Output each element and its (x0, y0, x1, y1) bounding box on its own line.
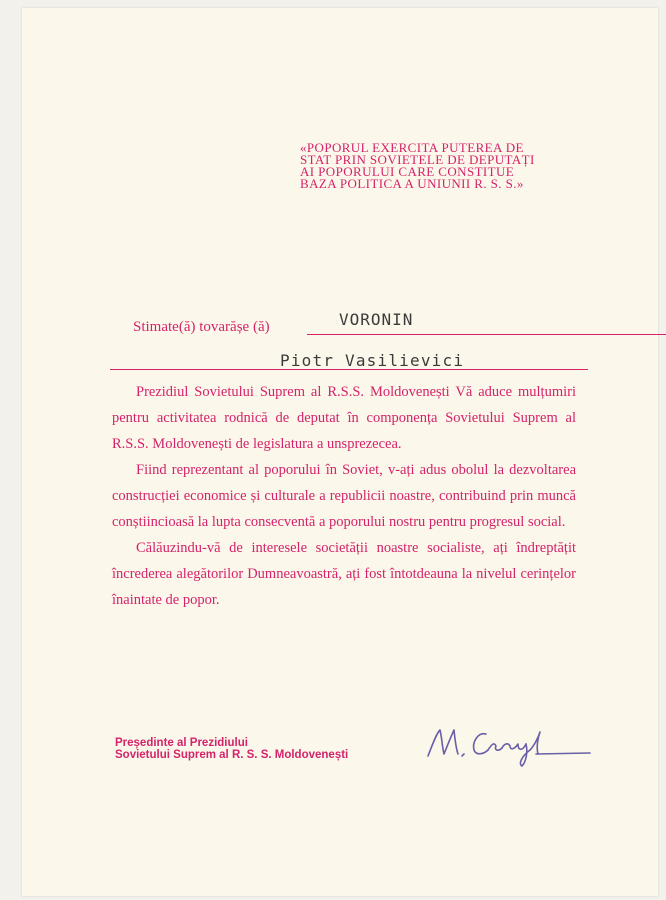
motto-line: STAT PRIN SOVIETELE DE DEPUTAȚI (300, 152, 535, 167)
recipient-surname: VORONIN (339, 310, 414, 329)
greeting-line (133, 310, 613, 334)
given-name-line (110, 350, 588, 372)
paragraph: Fiind reprezentant al poporului în Soviet, v-ați adus obolul la dezvoltarea construcției economice și culturale a republicii noastre, contribuind prin muncă conștiincioasă la lupta consecventă a poporului nostru pentru progresul social. (112, 462, 576, 530)
letter-body (112, 379, 576, 613)
letter-page (22, 8, 658, 896)
motto-quote (300, 142, 600, 190)
signatory-line: Sovietului Suprem al R. S. S. Moldovenești (115, 749, 349, 761)
greeting-label: Stimate(ă) tovarășe (ă) (133, 319, 270, 335)
handwritten-signature (422, 720, 592, 772)
motto-line: BAZA POLITICA A UNIUNII R. S. S.» (300, 176, 524, 191)
signatory-line: Președinte al Prezidiului (115, 737, 248, 749)
signatory-title (115, 737, 348, 761)
recipient-given-name: Piotr Vasilievici (280, 351, 465, 370)
greeting-underline (307, 334, 666, 335)
motto-line: «POPORUL EXERCITA PUTEREA DE (300, 140, 524, 155)
paragraph: Călăuzindu-vă de interesele societății noastre socialiste, ați îndreptățit încrederea alegătorilor Dumneavoastră, ați fost întotdeauna la nivelul cerințelor înaintate de popor. (112, 540, 576, 608)
paragraph: Prezidiul Sovietului Suprem al R.S.S. Moldovenești Vă aduce mulțumiri pentru activitatea rodnică de deputat în componența Sovietului Suprem al R.S.S. Moldovenești de legislatura a unsprezecea. (112, 384, 576, 452)
motto-line: AI POPORULUI CARE CONSTITUE (300, 164, 515, 179)
